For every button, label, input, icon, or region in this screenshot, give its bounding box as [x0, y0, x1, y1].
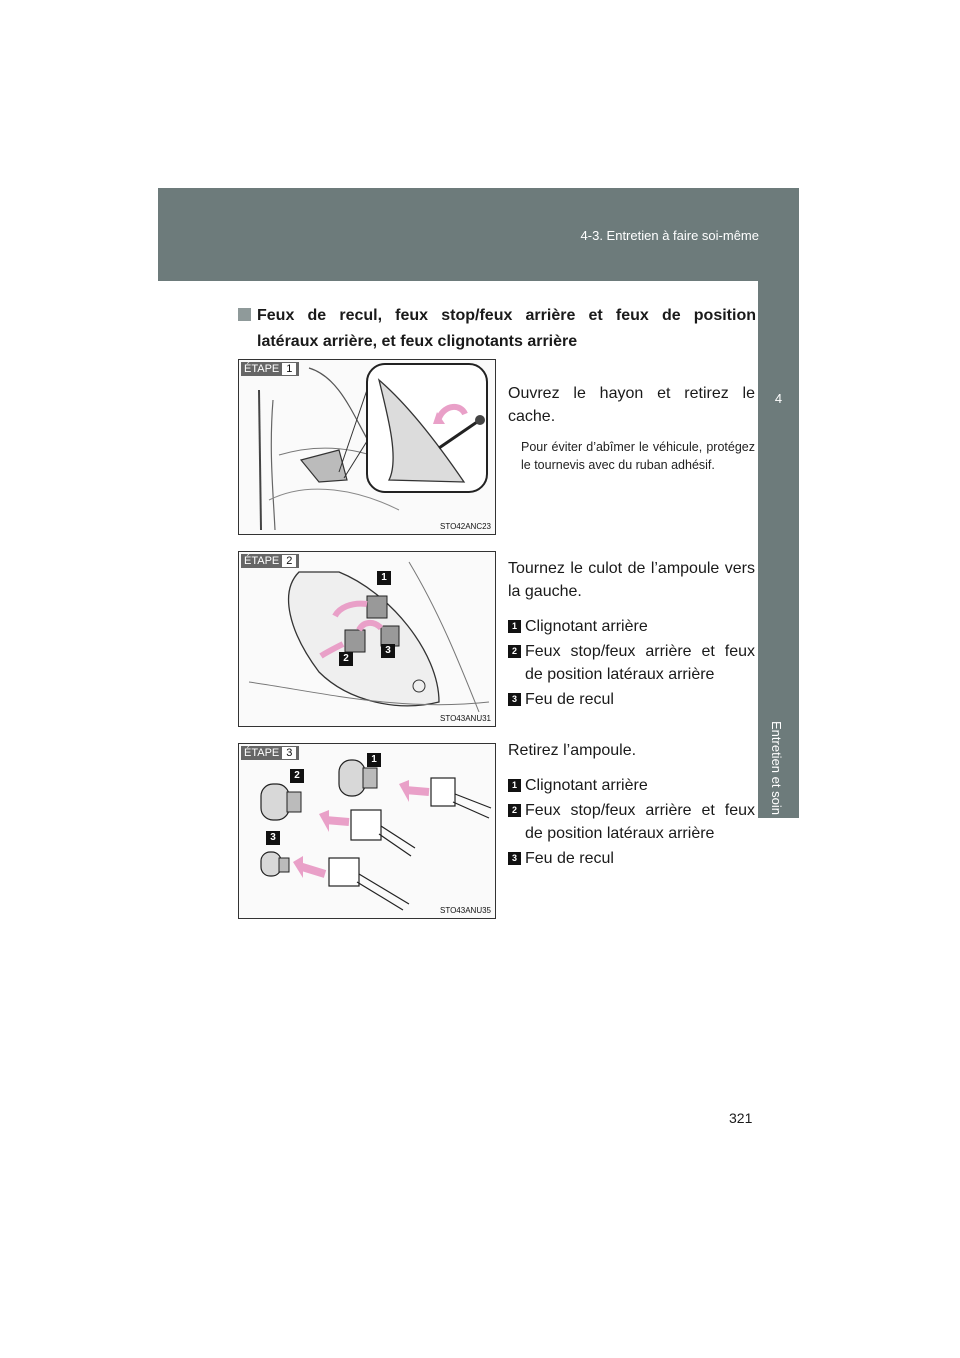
page-number: 321	[729, 1110, 753, 1126]
number-badge: 1	[508, 779, 521, 792]
list-item	[508, 774, 755, 797]
list-item-label: Feux stop/feux arrière et feux de position latéraux arrière	[525, 643, 755, 683]
step-3-instruction: Retirez l’ampoule.	[508, 742, 637, 759]
chapter-number: 4	[774, 391, 783, 406]
etape-text: ÉTAPE	[244, 363, 280, 375]
figure-badge-1: 1	[367, 753, 381, 767]
header-band	[158, 188, 799, 281]
figure-badge-2: 2	[339, 652, 353, 666]
list-item-label: Feu de recul	[525, 850, 614, 867]
list-item	[508, 688, 755, 711]
step-1-instruction: Ouvrez le hayon et retirez le cache.	[508, 385, 755, 425]
figure-step-2	[238, 551, 496, 727]
section-header: 4-3. Entretien à faire soi-même	[580, 228, 759, 243]
list-item	[508, 640, 755, 686]
step-1-text	[508, 382, 755, 474]
figure-step-1	[238, 359, 496, 535]
list-item	[508, 799, 755, 845]
figure-step-3	[238, 743, 496, 919]
etape-3-label	[241, 746, 299, 760]
chapter-tab	[758, 281, 799, 818]
list-item	[508, 615, 755, 638]
number-badge: 3	[508, 852, 521, 865]
etape-1-label	[241, 362, 299, 376]
etape-text: ÉTAPE	[244, 555, 280, 567]
step-2-list	[508, 615, 755, 711]
section-title	[238, 303, 756, 355]
step-1-note: Pour éviter d’abîmer le véhicule, protégez le tournevis avec du ruban adhésif.	[521, 440, 755, 472]
number-badge: 1	[508, 620, 521, 633]
section-title-line1: Feux de recul, feux stop/feux arrière et feux de position	[257, 307, 756, 324]
etape-text: ÉTAPE	[244, 747, 280, 759]
figure-badge-3: 3	[266, 831, 280, 845]
square-bullet-icon	[238, 308, 251, 321]
figure-badge-2: 2	[290, 769, 304, 783]
list-item-label: Clignotant arrière	[525, 618, 648, 635]
figure-badge-1: 1	[377, 571, 391, 585]
figure-badge-3: 3	[381, 644, 395, 658]
section-title-line2: latéraux arrière, et feux clignotants arrière	[257, 333, 578, 350]
step-3-text	[508, 739, 755, 872]
number-badge: 3	[508, 693, 521, 706]
list-item-label: Feu de recul	[525, 691, 614, 708]
etape-number: 3	[282, 747, 296, 759]
figure-code: STO43ANU35	[440, 906, 491, 915]
bulb-socket-illustration	[239, 552, 495, 726]
chapter-label: Entretien et soin	[769, 721, 784, 815]
list-item	[508, 847, 755, 870]
step-3-list	[508, 774, 755, 870]
etape-2-label	[241, 554, 299, 568]
step-2-instruction: Tournez le culot de l’ampoule vers la gauche.	[508, 560, 755, 600]
etape-number: 1	[282, 363, 296, 375]
figure-code: STO43ANU31	[440, 714, 491, 723]
tailgate-cover-illustration	[239, 360, 495, 534]
number-badge: 2	[508, 645, 521, 658]
number-badge: 2	[508, 804, 521, 817]
figure-code: STO42ANC23	[440, 522, 491, 531]
list-item-label: Feux stop/feux arrière et feux de position latéraux arrière	[525, 802, 755, 842]
list-item-label: Clignotant arrière	[525, 777, 648, 794]
etape-number: 2	[282, 555, 296, 567]
step-2-text	[508, 557, 755, 713]
